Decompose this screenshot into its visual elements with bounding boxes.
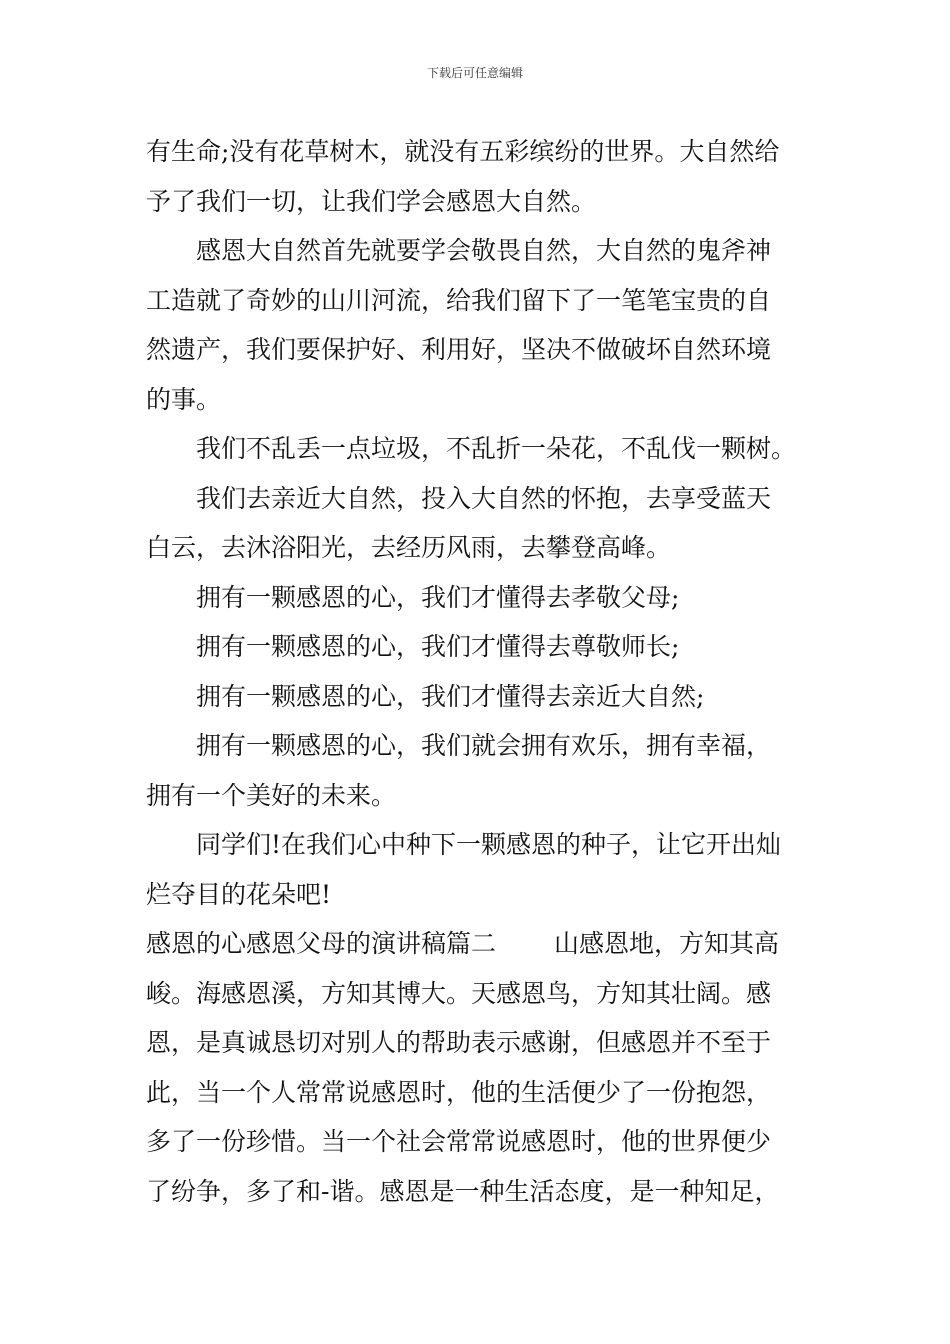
document-body — [146, 127, 808, 1216]
text-line: 拥有一颗感恩的心，我们才懂得去孝敬父母; — [196, 582, 680, 612]
text-line: 拥有一颗感恩的心，我们才懂得去亲近大自然; — [196, 681, 705, 711]
text-line: 感恩的心感恩父母的演讲稿篇二 山感恩地，方知其高 — [146, 929, 779, 958]
text-line: 多了一份珍惜。当一个社会常常说感恩时，他的世界便少 — [146, 1127, 772, 1156]
text-line: 然遗产，我们要保护好、利用好，坚决不做破坏自然环境 — [146, 335, 772, 364]
text-line: 有生命;没有花草树木，就没有五彩缤纷的世界。大自然给 — [146, 137, 780, 166]
text-line: 峻。海感恩溪，方知其博大。天感恩鸟，方知其壮阔。感 — [146, 978, 772, 1008]
text-line: 此，当一个人常常说感恩时，他的生活便少了一份抱怨， — [146, 1077, 772, 1107]
text-line: 工造就了奇妙的山川河流，给我们留下了一笔笔宝贵的自 — [146, 285, 772, 315]
text-line: 我们去亲近大自然，投入大自然的怀抱，去享受蓝天 — [196, 483, 772, 513]
text-line: 了纷争，多了和-谐。感恩是一种生活态度，是一种知足， — [146, 1176, 780, 1206]
text-line: 拥有一颗感恩的心，我们就会拥有欢乐，拥有幸福， — [196, 731, 772, 760]
text-line: 的事。 — [146, 384, 222, 414]
text-line: 感恩大自然首先就要学会敬畏自然，大自然的鬼斧神 — [196, 236, 772, 265]
text-line: 烂夺目的花朵吧! — [146, 879, 332, 909]
text-line: 同学们!在我们心中种下一颗感恩的种子，让它开出灿 — [196, 830, 782, 859]
text-line: 拥有一颗感恩的心，我们才懂得去尊敬师长; — [196, 632, 680, 661]
page-header: 下载后可任意编辑 — [426, 66, 523, 80]
text-line: 予了我们一切，让我们学会感恩大自然。 — [146, 186, 597, 216]
text-line: 恩，是真诚恳切对别人的帮助表示感谢，但感恩并不至于 — [146, 1028, 772, 1057]
text-line: 拥有一个美好的未来。 — [146, 780, 397, 810]
text-line: 白云，去沐浴阳光，去经历风雨，去攀登高峰。 — [146, 533, 672, 562]
text-line: 我们不乱丢一点垃圾，不乱折一朵花，不乱伐一颗树。 — [196, 434, 797, 463]
